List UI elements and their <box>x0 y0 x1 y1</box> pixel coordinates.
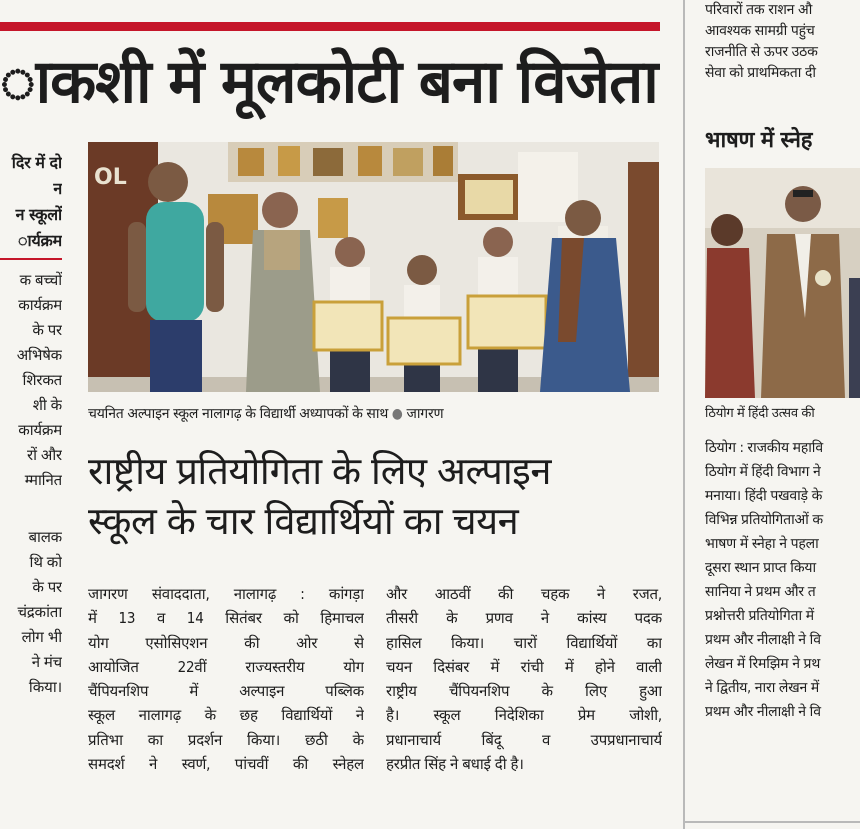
right-text-line: सेवा को प्राथमिकता दी <box>705 65 816 81</box>
photo-credit: जागरण <box>406 406 444 422</box>
right-body-line: भाषण में स्नेहा ने पहला <box>705 536 819 552</box>
body-line: तीसरी के प्रणव ने कांस्य पदक <box>386 609 662 628</box>
left-text-line: लोग भी <box>21 628 62 646</box>
story-photo-illustration <box>88 142 659 392</box>
right-body-line: दूसरा स्थान प्राप्त किया <box>705 560 816 576</box>
right-photo <box>705 168 860 398</box>
body-line: राष्ट्रीय चैंपियनशिप के लिए हुआ <box>386 682 662 701</box>
masthead-rule <box>0 22 660 31</box>
left-text-line: कार्यक्रम <box>18 296 62 314</box>
body-line: है। स्कूल निदेशिका प्रेम जोशी, <box>386 706 662 725</box>
right-body-line: प्रश्नोत्तरी प्रतियोगिता में <box>705 608 814 624</box>
left-text-line: बालक <box>28 528 62 546</box>
left-text-line: किया। <box>28 678 62 696</box>
right-body-line: सानिया ने प्रथम और त <box>705 584 816 600</box>
right-text-line: परिवारों तक राशन औ <box>705 2 813 18</box>
left-text-line: अभिषेक <box>16 346 62 364</box>
story-photo <box>88 142 659 392</box>
left-paragraph-1 <box>0 268 62 493</box>
right-body-line: लेखन में रिमझिम ने प्रथ <box>705 656 821 672</box>
left-paragraph-2 <box>0 525 62 700</box>
left-subhead <box>0 150 62 254</box>
left-subhead-line: ार्यक्रम <box>18 231 62 250</box>
left-text-line: के पर <box>32 578 62 596</box>
body-line: में 13 व 14 सितंबर को हिमाचल <box>88 609 364 628</box>
right-body-line: मनाया। हिंदी पखवाड़े के <box>705 488 823 504</box>
left-text-line: शिरकत <box>22 371 62 389</box>
body-line: स्कूल नालागढ़ के छह विद्यार्थियों ने <box>88 706 364 725</box>
body-line: योग एसोसिएशन की ओर से <box>88 633 364 652</box>
left-text-line: ने मंच <box>31 653 62 671</box>
left-article-column <box>0 150 62 810</box>
story-title <box>88 446 659 546</box>
right-top-text <box>705 0 860 84</box>
left-text-line: क बच्चों <box>19 271 62 289</box>
story-title-line: स्कूल के चार विद्यार्थियों का चयन <box>88 499 519 543</box>
right-body-line: ठियोग में हिंदी विभाग ने <box>705 464 821 480</box>
wall-sign-text: OL <box>94 165 127 190</box>
right-frame-bottom-border <box>685 821 860 823</box>
body-line: प्रधानाचार्य बिंदू व उपप्रधानाचार्य <box>386 730 662 749</box>
body-line: चयन दिसंबर में रांची में होने वाली <box>386 657 662 676</box>
story-body-right <box>386 582 662 776</box>
right-text-line: राजनीति से ऊपर उठक <box>705 44 818 60</box>
left-text-line: म्मानित <box>24 471 62 489</box>
left-text-line: कार्यक्रम <box>18 421 62 439</box>
story-body-left <box>88 582 364 776</box>
caption-bullet-icon: ● <box>391 406 407 422</box>
story-title-line: राष्ट्रीय प्रतियोगिता के लिए अल्पाइन <box>88 449 551 493</box>
left-subhead-line: न <box>53 179 62 198</box>
photo-caption <box>88 404 659 424</box>
body-line: जागरण संवाददाता, नालागढ़ : कांगड़ा <box>88 585 364 603</box>
body-line: हासिल किया। चारों विद्यार्थियों का <box>386 633 662 652</box>
right-headline: भाषण में स्नेह <box>705 128 813 153</box>
body-line: प्रतिभा का प्रदर्शन किया। छठी के <box>88 730 364 749</box>
body-line: आयोजित 22वीं राज्यस्तरीय योग <box>88 657 364 676</box>
body-line: समदर्श ने स्वर्ण, पांचवीं की स्नेहल <box>88 755 364 774</box>
left-text-line: रों और <box>27 446 62 464</box>
right-photo-illustration <box>705 168 860 398</box>
right-body-line: विभिन्न प्रतियोगिताओं क <box>705 512 823 528</box>
right-photo-caption: ठियोग में हिंदी उत्सव की <box>705 406 815 421</box>
body-line: चैंपियनशिप में अल्पाइन पब्लिक <box>88 682 364 701</box>
page-headline: ाकशी में मूलकोटी बना विजेता <box>0 47 658 117</box>
body-line: हरप्रीत सिंह ने बधाई दी है। <box>386 755 524 774</box>
left-divider <box>0 258 62 260</box>
right-body <box>705 436 860 724</box>
left-text-line: थि को <box>29 553 62 571</box>
photo-caption-text: चयनित अल्पाइन स्कूल नालागढ़ के विद्यार्थी अध्यापकों के साथ <box>88 406 389 422</box>
left-subhead-line: न स्कूलों <box>15 205 62 224</box>
right-body-line: ने द्वितीय, नारा लेखन में <box>705 680 820 696</box>
body-line: और आठवीं की चहक ने रजत, <box>386 585 662 603</box>
right-text-line: आवश्यक सामग्री पहुंच <box>705 23 815 39</box>
right-body-line: प्रथम और नीलाक्षी ने वि <box>705 632 821 648</box>
right-body-line: ठियोग : राजकीय महावि <box>705 440 823 456</box>
left-subhead-line: दिर में दो <box>11 153 62 172</box>
left-text-line: चंद्रकांता <box>17 603 62 621</box>
right-body-line: प्रथम और नीलाक्षी ने वि <box>705 704 821 720</box>
left-text-line: शी के <box>32 396 62 414</box>
left-text-line: के पर <box>32 321 62 339</box>
